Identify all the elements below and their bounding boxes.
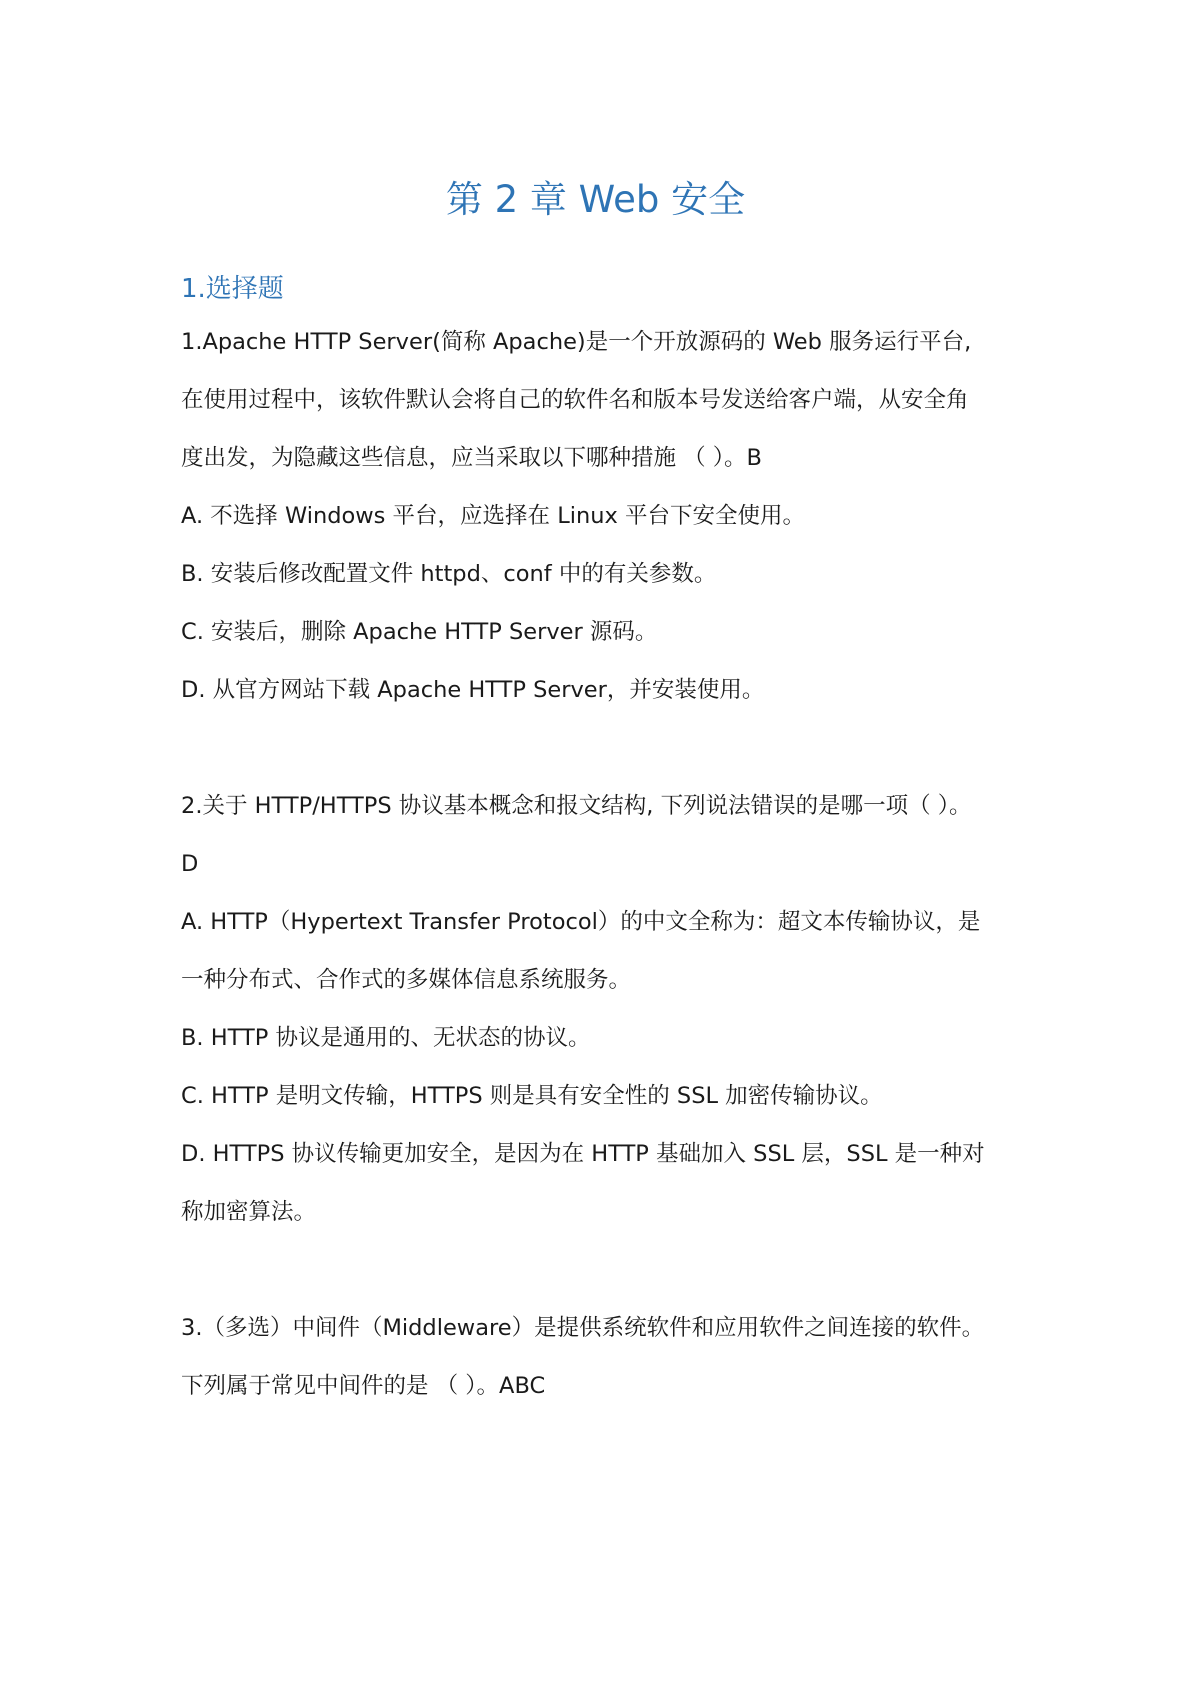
question-2-option-b: B. HTTP 协议是通用的、无状态的协议。 bbox=[181, 1025, 591, 1051]
question-1-option-b: B. 安装后修改配置文件 httpd、conf 中的有关参数。 bbox=[181, 561, 717, 587]
question-2-option-a-line-2: 一种分布式、合作式的多媒体信息系统服务。 bbox=[181, 967, 632, 993]
question-2-option-a-line-1: A. HTTP（Hypertext Transfer Protocol）的中文全称为：超文本传输协议，是 bbox=[181, 909, 981, 935]
question-2-text-line-1: 2.关于 HTTP/HTTPS 协议基本概念和报文结构, 下列说法错误的是哪一项（ ）。 bbox=[181, 793, 972, 819]
chapter-title: 第 2 章 Web 安全 bbox=[445, 178, 746, 221]
question-2-text-line-2: D bbox=[181, 851, 199, 877]
question-3-text-line-2: 下列属于常见中间件的是 （ ）。ABC bbox=[181, 1373, 546, 1399]
question-1-text-line-2: 在使用过程中，该软件默认会将自己的软件名和版本号发送给客户端，从安全角 bbox=[181, 387, 969, 413]
question-1-option-a: A. 不选择 Windows 平台，应选择在 Linux 平台下安全使用。 bbox=[181, 503, 805, 529]
question-1-text-line-3: 度出发，为隐藏这些信息，应当采取以下哪种措施 （ ）。B bbox=[181, 445, 762, 471]
question-1-text-line-1: 1.Apache HTTP Server(简称 Apache)是一个开放源码的 Web 服务运行平台, bbox=[181, 329, 972, 355]
question-3-text-line-1: 3.（多选）中间件（Middleware）是提供系统软件和应用软件之间连接的软件。 bbox=[181, 1315, 985, 1341]
question-2-option-d-line-2: 称加密算法。 bbox=[181, 1199, 317, 1225]
question-2-option-d-line-1: D. HTTPS 协议传输更加安全，是因为在 HTTP 基础加入 SSL 层，SSL 是一种对 bbox=[181, 1141, 985, 1167]
question-1-option-d: D. 从官方网站下载 Apache HTTP Server，并安装使用。 bbox=[181, 677, 765, 703]
question-1-option-c: C. 安装后，删除 Apache HTTP Server 源码。 bbox=[181, 619, 658, 645]
section-heading: 1.选择题 bbox=[181, 274, 284, 304]
question-2-option-c: C. HTTP 是明文传输，HTTPS 则是具有安全性的 SSL 加密传输协议。 bbox=[181, 1083, 883, 1109]
